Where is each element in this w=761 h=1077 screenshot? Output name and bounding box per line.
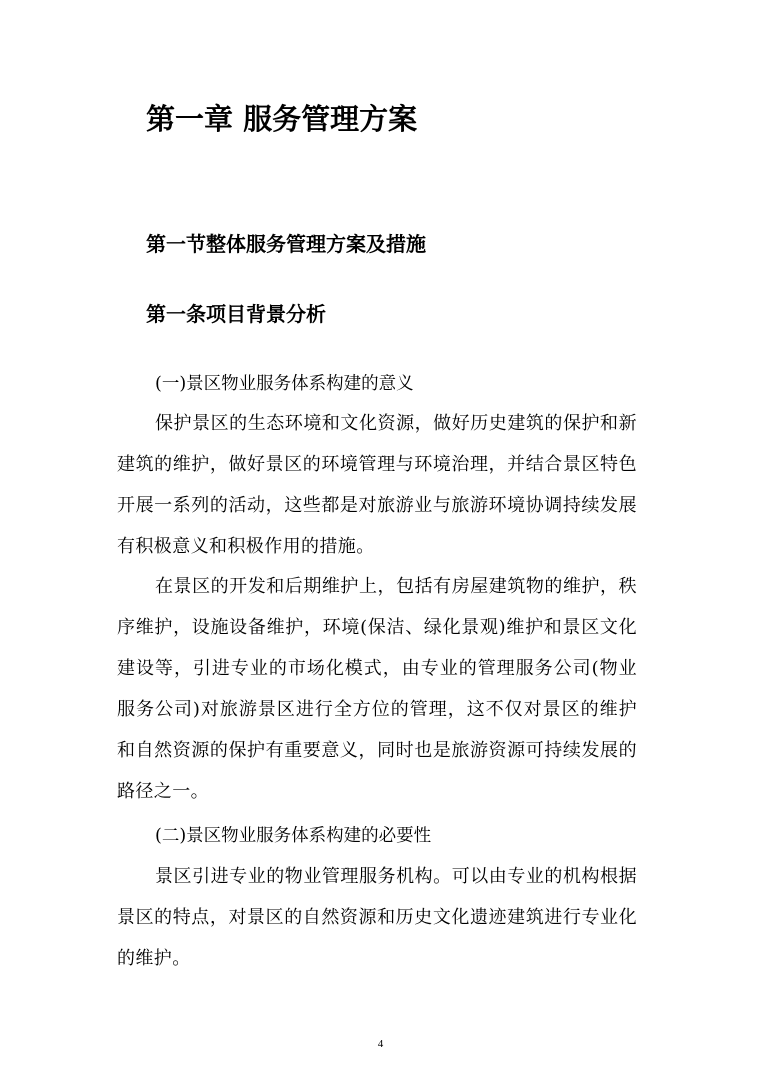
article-title: 第一条项目背景分析	[146, 302, 326, 326]
paragraph-block-3	[117, 856, 637, 979]
subheading-significance: (一)景区物业服务体系构建的意义	[155, 374, 414, 394]
page-number: 4	[377, 1038, 384, 1050]
subheading-necessity: (二)景区物业服务体系构建的必要性	[155, 826, 432, 846]
paragraph-block-2	[117, 566, 637, 812]
paragraph-ecology-protection: 保护景区的生态环境和文化资源，做好历史建筑的保护和新建筑的维护，做好景区的环境管理与环境治理，并结合景区特色开展一系列的活动，这些都是对旅游业与旅游环境协调持续发展有积极意义和积极作用的措施。	[117, 413, 637, 557]
chapter-title: 第一章 服务管理方案	[146, 102, 418, 136]
section-title: 第一节整体服务管理方案及措施	[146, 232, 426, 256]
paragraph-development-maintenance: 在景区的开发和后期维护上，包括有房屋建筑物的维护，秩序维护，设施设备维护，环境(保洁、绿化景观)维护和景区文化建设等，引进专业的市场化模式，由专业的管理服务公司(物业服务公司)对旅游景区进行全方位的管理，这不仅对景区的维护和自然资源的保护有重要意义，同时也是旅游资源可持续发展的路径之一。	[117, 576, 637, 802]
paragraph-block-1	[117, 403, 637, 567]
paragraph-professional-service: 景区引进专业的物业管理服务机构。可以由专业的机构根据景区的特点，对景区的自然资源和历史文化遗迹建筑进行专业化的维护。	[117, 866, 637, 969]
